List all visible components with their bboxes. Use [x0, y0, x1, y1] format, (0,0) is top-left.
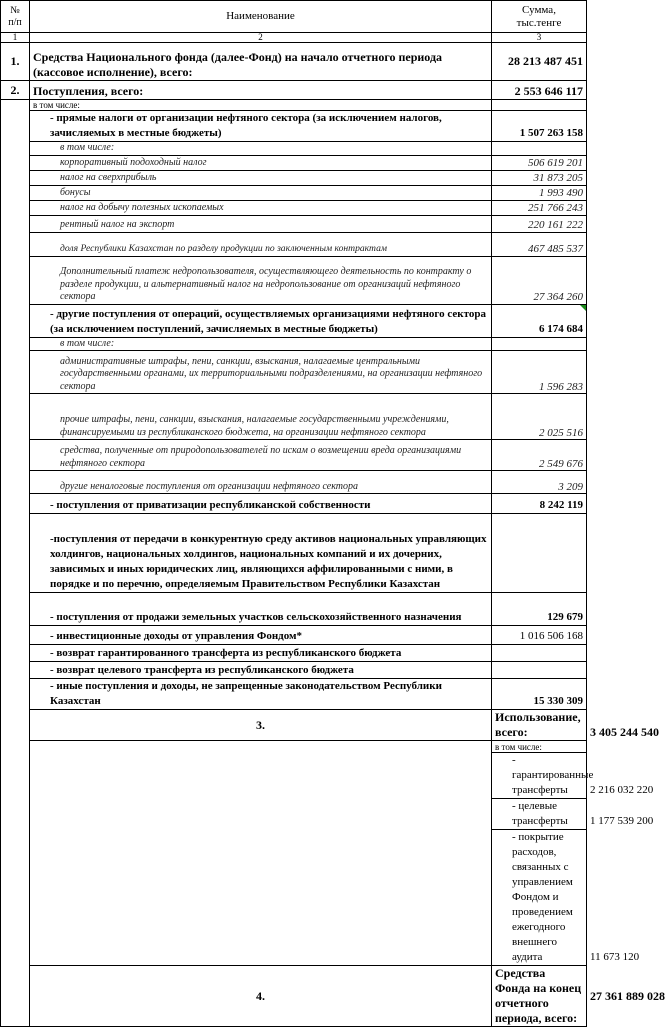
row-value: 467 485 537 — [492, 232, 587, 256]
col-num-2: 2 — [30, 33, 492, 43]
row-value: 129 679 — [492, 593, 587, 626]
row-label: в том числе: — [30, 100, 492, 111]
row-value — [492, 100, 587, 111]
table-header — [1, 1, 587, 33]
table-row — [1, 100, 587, 111]
row-label: в том числе: — [492, 741, 587, 753]
table-row: - покрытие расходов, связанных с управлением Фондом и проведением ежегодного внешнего аудита 11 673 120 — [1, 830, 587, 966]
row-number: 2. — [1, 81, 30, 100]
table-row: 3. Использование, всего: 3 405 244 540 — [1, 710, 587, 741]
table-row — [1, 679, 587, 710]
row-label: - поступления от продажи земельных участков сельскохозяйственного назначения — [30, 593, 492, 626]
row-value — [492, 337, 587, 351]
table-row — [1, 142, 587, 156]
row-value: 2 025 516 — [492, 394, 587, 440]
row-value: 6 174 684 — [492, 304, 587, 337]
table-row — [1, 170, 587, 185]
table-row — [1, 200, 587, 215]
table-row — [1, 662, 587, 679]
table-row — [1, 337, 587, 351]
table-row: - целевые трансферты 1 177 539 200 — [1, 799, 587, 830]
row-label: Дополнительный платеж недропользователя, осуществляющего деятельность по контракту о разделе продукции, и альтернативный налог на недропользование от организаций нефтяного сектора — [30, 256, 492, 304]
table-row — [1, 304, 587, 337]
table-row — [1, 111, 587, 142]
row-label: в том числе: — [30, 142, 492, 156]
table-row — [1, 185, 587, 200]
row-value: 220 161 222 — [492, 215, 587, 232]
table-row — [1, 741, 587, 753]
table-row — [1, 256, 587, 304]
row-value: 8 242 119 — [492, 494, 587, 514]
col-num-1: 1 — [1, 33, 30, 43]
row-value — [492, 142, 587, 156]
row-label: - иные поступления и доходы, не запрещенные законодательством Республики Казахстан — [30, 679, 492, 710]
row-value: 1 993 490 — [492, 185, 587, 200]
header-num: № п/п — [1, 1, 30, 33]
row-label: административные штрафы, пени, санкции, взыскания, налагаемые центральными государственными органами, их территориальными подразделениями, на организации нефтяного сектора — [30, 351, 492, 394]
row-label: - прямые налоги от организации нефтяного сектора (за исключением налогов, зачисляемых в местные бюджеты) — [30, 111, 492, 142]
table-row — [1, 394, 587, 440]
row-label: - покрытие расходов, связанных с управлением Фондом и проведением ежегодного внешнего аудита — [492, 830, 587, 966]
table-row — [1, 471, 587, 494]
row-value: 2 549 676 — [492, 440, 587, 471]
table-row — [1, 81, 587, 100]
header-name: Наименование — [30, 1, 492, 33]
row-label: - возврат гарантированного трансферта из республиканского бюджета — [30, 645, 492, 662]
col-num-3: 3 — [492, 33, 587, 43]
row-value — [492, 662, 587, 679]
row-value: 251 766 243 — [492, 200, 587, 215]
row-value: 1 507 263 158 — [492, 111, 587, 142]
table-row: 4. Средства Фонда на конец отчетного периода, всего: 27 361 889 028 — [1, 966, 587, 1027]
row-value — [492, 645, 587, 662]
row-value: 1 016 506 168 — [492, 626, 587, 645]
row-label: средства, полученные от природопользователей по искам о возмещении вреда организациями нефтяного сектора — [30, 440, 492, 471]
row-value: 28 213 487 451 — [492, 43, 587, 81]
row-number: 1. — [1, 43, 30, 81]
row-value: 506 619 201 — [492, 155, 587, 170]
row-number: 4. — [30, 966, 492, 1027]
comment-marker-icon — [580, 305, 586, 311]
row-label: Поступления, всего: — [30, 81, 492, 100]
row-label: налог на сверхприбыль — [30, 170, 492, 185]
table-row — [1, 351, 587, 394]
column-numbers — [1, 33, 587, 43]
row-value: 3 209 — [492, 471, 587, 494]
table-row — [1, 232, 587, 256]
row-label: - другие поступления от операций, осуществляемых организациями нефтяного сектора (за исключением поступлений, зачисляемых в местные бюджеты) — [30, 304, 492, 337]
row-label: другие неналоговые поступления от организации нефтяного сектора — [30, 471, 492, 494]
table-row — [1, 626, 587, 645]
row-label: -поступления от передачи в конкурентную среду активов национальных управляющих холдингов, национальных холдингов, национальных компаний и их дочерних, зависимых и иных юридических лиц, являющихся аффилированными с ними, в порядке и по перечню, определяемым Правительством Республики Казахстан — [30, 514, 492, 593]
table-row — [1, 494, 587, 514]
row-label: прочие штрафы, пени, санкции, взыскания, налагаемые государственными учреждениями, финансируемыми из республиканского бюджета, на организации нефтяного сектора — [30, 394, 492, 440]
row-label: корпоративный подоходный налог — [30, 155, 492, 170]
header-sum: Сумма, тыс.тенге — [492, 1, 587, 33]
row-number-empty — [30, 741, 492, 966]
row-label: доля Республики Казахстан по разделу продукции по заключенным контрактам — [30, 232, 492, 256]
row-label: Использование, всего: — [492, 710, 587, 741]
row-label: - инвестиционные доходы от управления Фондом* — [30, 626, 492, 645]
table-row: - гарантированные трансферты 2 216 032 220 — [1, 753, 587, 799]
table-row — [1, 514, 587, 593]
row-label: в том числе: — [30, 337, 492, 351]
row-value: 15 330 309 — [492, 679, 587, 710]
table-row — [1, 215, 587, 232]
row-label: бонусы — [30, 185, 492, 200]
row-value: 31 873 205 — [492, 170, 587, 185]
table-row — [1, 440, 587, 471]
table-row — [1, 593, 587, 626]
row-value: 2 553 646 117 — [492, 81, 587, 100]
row-label: - поступления от приватизации республиканской собственности — [30, 494, 492, 514]
row-label: налог на добычу полезных ископаемых — [30, 200, 492, 215]
row-label: рентный налог на экспорт — [30, 215, 492, 232]
row-label: Средства Фонда на конец отчетного периода, всего: — [492, 966, 587, 1027]
table-row — [1, 645, 587, 662]
table-row — [1, 155, 587, 170]
row-number-empty — [1, 100, 30, 1027]
row-value — [492, 514, 587, 593]
row-label: Средства Национального фонда (далее-Фонд) на начало отчетного периода (кассовое исполнение), всего: — [30, 43, 492, 81]
row-label: - гарантированные трансферты — [492, 753, 587, 799]
table-row — [1, 43, 587, 81]
row-label: - целевые трансферты — [492, 799, 587, 830]
row-value: 27 364 260 — [492, 256, 587, 304]
row-number: 3. — [30, 710, 492, 741]
row-value: 1 596 283 — [492, 351, 587, 394]
row-label: - возврат целевого трансферта из республиканского бюджета — [30, 662, 492, 679]
